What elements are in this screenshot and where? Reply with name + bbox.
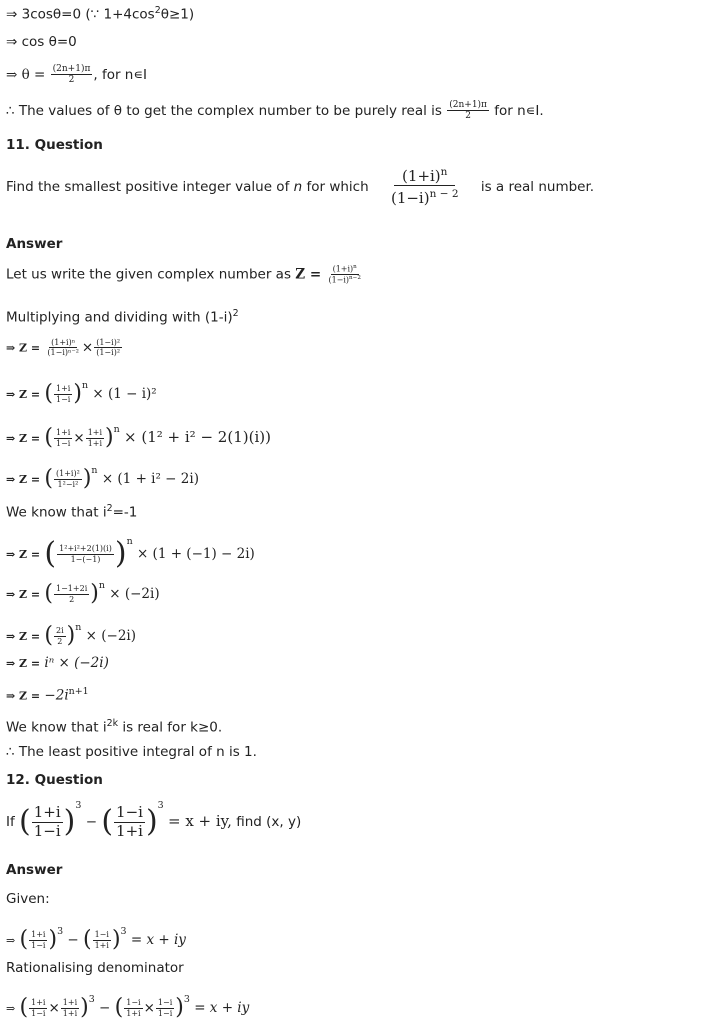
num-base: (1+i) (332, 264, 354, 274)
fraction (54, 626, 66, 645)
denominator: (1−i)² (96, 348, 121, 358)
denominator: 1+i (94, 940, 109, 950)
exponent: 3 (183, 994, 190, 1005)
exponent: 3 (157, 800, 164, 811)
numerator: (2n+1)π (449, 100, 487, 110)
denominator: 2 (57, 636, 63, 646)
numerator: 1+i (31, 930, 46, 940)
text: is real for k≥0. (118, 719, 223, 736)
fraction (45, 338, 80, 357)
paren-open: ( (114, 995, 124, 1020)
exponent: n+1 (68, 686, 89, 697)
denominator: 1−i (157, 1008, 173, 1018)
paren-open: ( (101, 804, 114, 839)
exponent: 3 (57, 926, 64, 937)
exponent: n (113, 424, 120, 435)
fraction (86, 428, 104, 447)
text: We know that i (6, 504, 107, 521)
answer-12-step-1 (6, 923, 186, 951)
exponent: 2 (106, 503, 113, 514)
answer-12-rationalising: Rationalising denominator (6, 960, 184, 976)
numerator: 1²+i²+2(1)(i) (59, 544, 112, 554)
num-base: (1+i) (402, 167, 441, 185)
denominator: 1−i (31, 940, 46, 950)
minus-sign: − (67, 932, 79, 948)
line-cos-zero: ⇒ cos θ=0 (6, 34, 77, 50)
paren-close: ) (105, 425, 114, 450)
numerator: (1−i)² (96, 338, 121, 347)
exponent: 3 (120, 926, 127, 937)
numerator: 1−i (157, 998, 173, 1008)
denominator: 1+i (126, 1008, 141, 1018)
line-3cos (6, 2, 194, 24)
numerator: 2i (56, 626, 64, 636)
exponent: n (353, 264, 357, 270)
answer-11-step-2 (6, 305, 239, 327)
answer-11-step-7 (6, 500, 137, 522)
paren-open: ( (44, 623, 54, 648)
answer-11-step-12 (6, 683, 89, 706)
paren-open: ( (44, 536, 57, 571)
numerator: 1+i (33, 803, 61, 822)
answer-11-step-1 (6, 264, 364, 285)
paren-open: ( (19, 995, 29, 1020)
numerator: 1+i (62, 998, 78, 1008)
paren-open: ( (19, 927, 29, 952)
equation-lhs: Z = (295, 266, 322, 283)
equation-rhs: = x + iy, (167, 812, 232, 830)
equation-rhs: −2i (44, 687, 69, 704)
denominator: 1²−i² (57, 479, 79, 489)
numerator: (2n+1)π (52, 64, 91, 74)
numerator: 1+i (56, 428, 71, 438)
equation-lhs: ⇒ Z = (6, 588, 41, 601)
denominator: 1−i (56, 438, 71, 448)
text: find (x, y) (236, 814, 302, 830)
paren-close: ) (175, 995, 184, 1020)
denominator (383, 186, 467, 207)
exponent: n (91, 465, 98, 476)
answer-11-step-4 (6, 377, 157, 405)
answer-12-given: Given: (6, 891, 50, 907)
text: Let us write the given complex number as (6, 266, 296, 283)
variable-n: n (293, 178, 303, 195)
text: is a real number. (480, 178, 595, 195)
answer-11-step-5 (6, 421, 271, 449)
paren-open: ( (82, 927, 92, 952)
exponent: n − 2 (429, 188, 459, 201)
numerator: 1−i (126, 998, 141, 1008)
paren-close: ) (63, 804, 76, 839)
fraction (94, 338, 122, 357)
text: θ≥1) (160, 6, 195, 23)
question-12-prompt (6, 800, 301, 840)
answer-11-conclusion: ∴ The least positive integral of n is 1. (6, 744, 257, 760)
equation-lhs: ⇒ Z = (6, 341, 41, 355)
exponent: 3 (88, 994, 95, 1005)
answer-11-step-3 (6, 338, 123, 358)
times-sign: × (73, 430, 85, 446)
question-11-prompt (6, 166, 594, 208)
equation-rhs: × (−2i) (109, 586, 160, 602)
line-conclusion-theta (6, 100, 544, 122)
answer-12-step-2 (6, 991, 249, 1019)
denominator (326, 275, 362, 285)
fraction (114, 804, 145, 840)
fraction (383, 166, 467, 208)
text: ⇒ 3cosθ=0 (∵ 1+4cos (6, 6, 155, 23)
text: , for n∊I (93, 66, 148, 83)
paren-close: ) (48, 927, 58, 952)
fraction (54, 584, 89, 603)
fraction (326, 264, 362, 285)
exponent: 3 (75, 800, 82, 811)
equation-lhs: ⇒ Z = (6, 388, 41, 401)
minus-sign: − (85, 814, 98, 830)
numerator: 1−i (116, 803, 143, 822)
fraction (447, 100, 489, 122)
text: =-1 (112, 504, 138, 521)
answer-11-step-11 (6, 654, 109, 673)
paren-close: ) (90, 581, 99, 606)
minus-sign: − (99, 1000, 111, 1016)
exponent: 2 (232, 308, 239, 319)
denominator: 2 (465, 111, 471, 122)
numerator: 1−1+2i (56, 584, 88, 594)
times-sign: × (143, 1000, 155, 1016)
numerator: 1−i (94, 930, 109, 940)
numerator: 1+i (31, 998, 46, 1008)
denominator: 1−i (56, 394, 71, 404)
denominator: 1−(−1) (70, 554, 101, 564)
answer-11-step-9 (6, 577, 160, 605)
equation-rhs: × (−2i) (85, 628, 137, 644)
equation-lhs: ⇒ (6, 934, 16, 947)
denominator: 2 (69, 594, 75, 604)
paren-close: ) (145, 804, 158, 839)
paren-close: ) (114, 536, 127, 571)
numerator (331, 264, 359, 275)
exponent: n (440, 166, 448, 178)
fraction (51, 64, 93, 86)
equation-lhs: ⇒ Z = (6, 689, 41, 703)
exponent: 2 (154, 5, 161, 16)
answer-11-step-8 (6, 533, 255, 569)
numerator: (1+i)ⁿ (51, 338, 76, 347)
fraction (54, 384, 72, 403)
denominator: 1+i (62, 1008, 78, 1018)
line-theta-solution (6, 64, 147, 86)
equation-lhs: ⇒ θ = (6, 66, 46, 83)
text: Find the smallest positive integer value of (6, 178, 294, 195)
equation-rhs: × (1 − i)² (92, 386, 157, 402)
text: for n∊I. (489, 102, 544, 119)
exponent: 2k (106, 718, 119, 729)
equation-lhs: ⇒ Z = (6, 630, 41, 643)
exponent: n−2 (349, 274, 361, 281)
denominator: 1+i (87, 438, 103, 448)
equation-lhs: ⇒ Z = (6, 548, 41, 561)
fraction (29, 930, 47, 949)
text: If (6, 814, 15, 830)
fraction (29, 998, 47, 1017)
numerator (394, 166, 455, 186)
den-base: (1−i) (390, 189, 430, 208)
paren-open: ( (44, 466, 54, 491)
den-base: (1−i) (328, 275, 350, 285)
equation-lhs: ⇒ (6, 1002, 16, 1015)
paren-close: ) (82, 466, 92, 491)
equation-rhs: = x + iy (130, 932, 186, 948)
paren-open: ( (44, 381, 54, 406)
denominator: 1−i (31, 1008, 46, 1018)
answer-11-step-6 (6, 462, 199, 490)
equation-rhs: = x + iy (194, 1000, 250, 1016)
equation-lhs: ⇒ Z = (6, 473, 41, 486)
fraction (32, 804, 63, 840)
paren-close: ) (80, 995, 89, 1020)
denominator: 1−i (33, 821, 61, 840)
paren-open: ( (44, 425, 54, 450)
question-12-heading: 12. Question (6, 772, 103, 788)
text: ∴ The values of θ to get the complex number to be purely real is (6, 102, 447, 119)
equation-rhs: × (1 + (−1) − 2i) (136, 546, 255, 562)
denominator: (1−i)ⁿ⁻² (47, 348, 79, 358)
exponent: n (81, 380, 89, 391)
equation-lhs: ⇒ Z = (6, 432, 41, 445)
text: Multiplying and dividing with (1-i) (6, 309, 233, 326)
paren-close: ) (111, 927, 121, 952)
answer-11-step-10 (6, 619, 136, 647)
exponent: n (98, 580, 105, 591)
answer-12-heading: Answer (6, 862, 63, 878)
equation-lhs: ⇒ Z = (6, 657, 41, 670)
fraction (54, 428, 72, 447)
equation-rhs: × (1 + i² − 2i) (101, 471, 199, 487)
paren-open: ( (44, 581, 54, 606)
denominator: 1+i (116, 821, 143, 840)
times-sign: × (48, 1000, 60, 1016)
text: We know that i (6, 719, 107, 736)
paren-close: ) (66, 623, 76, 648)
numerator: 1+i (56, 384, 71, 394)
paren-close: ) (73, 381, 82, 406)
times-sign: × (81, 339, 94, 356)
exponent: n (75, 622, 82, 633)
equation-rhs: × (1² + i² − 2(1)(i)) (124, 428, 271, 446)
numerator: 1+i (87, 428, 103, 438)
fraction (93, 930, 111, 949)
fraction (57, 544, 114, 563)
denominator: 2 (68, 75, 75, 86)
answer-11-heading: Answer (6, 236, 63, 252)
numerator: (1+i)² (56, 469, 80, 479)
question-11-heading: 11. Question (6, 137, 103, 153)
fraction (54, 469, 82, 488)
exponent: n (126, 536, 133, 547)
fraction (61, 998, 79, 1017)
fraction (156, 998, 174, 1017)
fraction (124, 998, 142, 1017)
answer-11-step-13 (6, 715, 222, 737)
text: for which (302, 178, 369, 195)
paren-open: ( (19, 804, 31, 839)
equation-rhs: iⁿ × (−2i) (44, 655, 109, 671)
